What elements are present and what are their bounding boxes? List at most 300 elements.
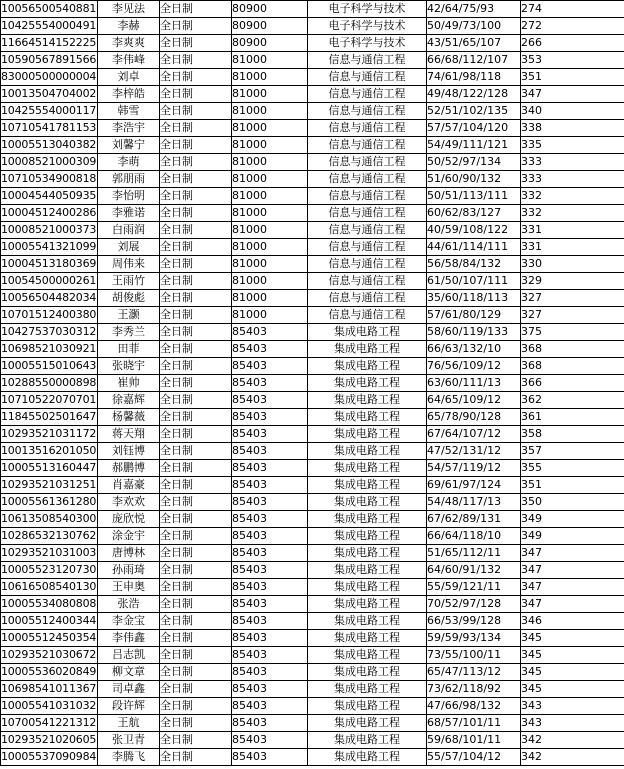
cell-major-code[interactable]: 85403 xyxy=(232,409,308,426)
cell-subject-scores[interactable]: 66/63/132/10 xyxy=(427,341,521,358)
cell-major-code[interactable]: 85403 xyxy=(232,341,308,358)
cell-major-name[interactable]: 集成电路工程 xyxy=(308,715,427,732)
cell-study-mode[interactable]: 全日制 xyxy=(160,1,232,18)
cell-total-score[interactable]: 362 xyxy=(521,392,624,409)
cell-subject-scores[interactable]: 52/51/102/135 xyxy=(427,103,521,120)
cell-total-score[interactable]: 345 xyxy=(521,681,624,698)
cell-major-code[interactable]: 85403 xyxy=(232,358,308,375)
cell-major-code[interactable]: 80900 xyxy=(232,18,308,35)
cell-name[interactable]: 张卫青 xyxy=(98,732,160,749)
cell-major-name[interactable]: 信息与通信工程 xyxy=(308,188,427,205)
cell-name[interactable]: 崔帅 xyxy=(98,375,160,392)
cell-major-code[interactable]: 81000 xyxy=(232,171,308,188)
cell-major-name[interactable]: 信息与通信工程 xyxy=(308,137,427,154)
cell-total-score[interactable]: 343 xyxy=(521,715,624,732)
cell-study-mode[interactable]: 全日制 xyxy=(160,426,232,443)
cell-study-mode[interactable]: 全日制 xyxy=(160,290,232,307)
cell-major-code[interactable]: 85403 xyxy=(232,681,308,698)
cell-major-name[interactable]: 集成电路工程 xyxy=(308,324,427,341)
cell-study-mode[interactable]: 全日制 xyxy=(160,749,232,766)
cell-subject-scores[interactable]: 50/51/113/111 xyxy=(427,188,521,205)
cell-major-name[interactable]: 集成电路工程 xyxy=(308,630,427,647)
cell-subject-scores[interactable]: 59/59/93/134 xyxy=(427,630,521,647)
cell-total-score[interactable]: 350 xyxy=(521,494,624,511)
cell-name[interactable]: 李伟峰 xyxy=(98,52,160,69)
cell-name[interactable]: 王灏 xyxy=(98,307,160,324)
cell-major-name[interactable]: 集成电路工程 xyxy=(308,681,427,698)
cell-subject-scores[interactable]: 54/48/117/13 xyxy=(427,494,521,511)
cell-total-score[interactable]: 351 xyxy=(521,477,624,494)
cell-study-mode[interactable]: 全日制 xyxy=(160,443,232,460)
cell-study-mode[interactable]: 全日制 xyxy=(160,562,232,579)
cell-name[interactable]: 周伟来 xyxy=(98,256,160,273)
cell-major-code[interactable]: 85403 xyxy=(232,477,308,494)
cell-name[interactable]: 刘展 xyxy=(98,239,160,256)
cell-major-code[interactable]: 85403 xyxy=(232,324,308,341)
cell-major-code[interactable]: 85403 xyxy=(232,545,308,562)
cell-name[interactable]: 王申奥 xyxy=(98,579,160,596)
cell-subject-scores[interactable]: 51/65/112/11 xyxy=(427,545,521,562)
cell-candidate-id[interactable]: 10013504704002 xyxy=(1,86,98,103)
cell-subject-scores[interactable]: 57/61/80/129 xyxy=(427,307,521,324)
cell-total-score[interactable]: 353 xyxy=(521,52,624,69)
cell-major-code[interactable]: 85403 xyxy=(232,715,308,732)
cell-total-score[interactable]: 358 xyxy=(521,426,624,443)
cell-candidate-id[interactable]: 10056500540881 xyxy=(1,1,98,18)
cell-candidate-id[interactable]: 10293521030672 xyxy=(1,647,98,664)
cell-major-code[interactable]: 85403 xyxy=(232,647,308,664)
cell-total-score[interactable]: 361 xyxy=(521,409,624,426)
cell-name[interactable]: 田菲 xyxy=(98,341,160,358)
cell-total-score[interactable]: 274 xyxy=(521,1,624,18)
cell-subject-scores[interactable]: 64/60/91/132 xyxy=(427,562,521,579)
cell-subject-scores[interactable]: 69/61/97/124 xyxy=(427,477,521,494)
cell-candidate-id[interactable]: 10698541011367 xyxy=(1,681,98,698)
cell-major-code[interactable]: 81000 xyxy=(232,120,308,137)
cell-total-score[interactable]: 375 xyxy=(521,324,624,341)
cell-name[interactable]: 涂金宇 xyxy=(98,528,160,545)
cell-study-mode[interactable]: 全日制 xyxy=(160,375,232,392)
cell-study-mode[interactable]: 全日制 xyxy=(160,137,232,154)
cell-candidate-id[interactable]: 10008521000309 xyxy=(1,154,98,171)
cell-subject-scores[interactable]: 49/48/122/128 xyxy=(427,86,521,103)
cell-study-mode[interactable]: 全日制 xyxy=(160,579,232,596)
cell-name[interactable]: 吕志凯 xyxy=(98,647,160,664)
cell-major-code[interactable]: 85403 xyxy=(232,630,308,647)
cell-major-name[interactable]: 信息与通信工程 xyxy=(308,205,427,222)
cell-subject-scores[interactable]: 42/64/75/93 xyxy=(427,1,521,18)
cell-major-name[interactable]: 集成电路工程 xyxy=(308,409,427,426)
cell-candidate-id[interactable]: 10005541031032 xyxy=(1,698,98,715)
cell-subject-scores[interactable]: 66/64/118/10 xyxy=(427,528,521,545)
cell-subject-scores[interactable]: 73/55/100/11 xyxy=(427,647,521,664)
cell-major-code[interactable]: 81000 xyxy=(232,154,308,171)
cell-total-score[interactable]: 347 xyxy=(521,562,624,579)
cell-study-mode[interactable]: 全日制 xyxy=(160,630,232,647)
cell-study-mode[interactable]: 全日制 xyxy=(160,664,232,681)
cell-major-code[interactable]: 85403 xyxy=(232,443,308,460)
cell-major-name[interactable]: 信息与通信工程 xyxy=(308,86,427,103)
cell-major-code[interactable]: 85403 xyxy=(232,664,308,681)
cell-name[interactable]: 李雅诺 xyxy=(98,205,160,222)
cell-total-score[interactable]: 333 xyxy=(521,154,624,171)
cell-study-mode[interactable]: 全日制 xyxy=(160,239,232,256)
cell-candidate-id[interactable]: 10004544050935 xyxy=(1,188,98,205)
cell-name[interactable]: 张浩 xyxy=(98,596,160,613)
cell-candidate-id[interactable]: 10005561361280 xyxy=(1,494,98,511)
cell-candidate-id[interactable]: 10005536020849 xyxy=(1,664,98,681)
cell-major-code[interactable]: 85403 xyxy=(232,749,308,766)
cell-study-mode[interactable]: 全日制 xyxy=(160,171,232,188)
cell-total-score[interactable]: 335 xyxy=(521,137,624,154)
cell-major-name[interactable]: 信息与通信工程 xyxy=(308,120,427,137)
cell-subject-scores[interactable]: 54/57/119/12 xyxy=(427,460,521,477)
cell-major-name[interactable]: 集成电路工程 xyxy=(308,341,427,358)
cell-candidate-id[interactable]: 10710522070701 xyxy=(1,392,98,409)
cell-major-name[interactable]: 集成电路工程 xyxy=(308,749,427,766)
cell-name[interactable]: 李伟鑫 xyxy=(98,630,160,647)
cell-study-mode[interactable]: 全日制 xyxy=(160,205,232,222)
cell-study-mode[interactable]: 全日制 xyxy=(160,647,232,664)
cell-major-code[interactable]: 85403 xyxy=(232,613,308,630)
cell-major-code[interactable]: 81000 xyxy=(232,273,308,290)
cell-candidate-id[interactable]: 10054500000261 xyxy=(1,273,98,290)
cell-study-mode[interactable]: 全日制 xyxy=(160,358,232,375)
cell-study-mode[interactable]: 全日制 xyxy=(160,698,232,715)
cell-name[interactable]: 李欢欢 xyxy=(98,494,160,511)
cell-subject-scores[interactable]: 61/50/107/111 xyxy=(427,273,521,290)
cell-study-mode[interactable]: 全日制 xyxy=(160,613,232,630)
cell-major-code[interactable]: 85403 xyxy=(232,375,308,392)
cell-total-score[interactable]: 272 xyxy=(521,18,624,35)
cell-subject-scores[interactable]: 55/59/121/11 xyxy=(427,579,521,596)
cell-name[interactable]: 王雨竹 xyxy=(98,273,160,290)
cell-subject-scores[interactable]: 70/52/97/128 xyxy=(427,596,521,613)
cell-study-mode[interactable]: 全日制 xyxy=(160,273,232,290)
cell-major-name[interactable]: 集成电路工程 xyxy=(308,511,427,528)
cell-candidate-id[interactable]: 11664514152225 xyxy=(1,35,98,52)
cell-major-name[interactable]: 信息与通信工程 xyxy=(308,103,427,120)
cell-major-name[interactable]: 集成电路工程 xyxy=(308,545,427,562)
cell-candidate-id[interactable]: 10286532130762 xyxy=(1,528,98,545)
cell-candidate-id[interactable]: 10005512400344 xyxy=(1,613,98,630)
cell-name[interactable]: 郭朋雨 xyxy=(98,171,160,188)
cell-major-code[interactable]: 81000 xyxy=(232,103,308,120)
cell-subject-scores[interactable]: 50/49/73/100 xyxy=(427,18,521,35)
cell-subject-scores[interactable]: 56/58/84/132 xyxy=(427,256,521,273)
cell-total-score[interactable]: 347 xyxy=(521,579,624,596)
cell-name[interactable]: 李腾飞 xyxy=(98,749,160,766)
cell-name[interactable]: 段许辉 xyxy=(98,698,160,715)
cell-name[interactable]: 唐博林 xyxy=(98,545,160,562)
cell-study-mode[interactable]: 全日制 xyxy=(160,256,232,273)
cell-candidate-id[interactable]: 10056504482034 xyxy=(1,290,98,307)
cell-major-name[interactable]: 集成电路工程 xyxy=(308,358,427,375)
cell-name[interactable]: 李秀兰 xyxy=(98,324,160,341)
cell-total-score[interactable]: 345 xyxy=(521,664,624,681)
cell-major-name[interactable]: 集成电路工程 xyxy=(308,392,427,409)
cell-subject-scores[interactable]: 76/56/109/12 xyxy=(427,358,521,375)
cell-candidate-id[interactable]: 10425554000491 xyxy=(1,18,98,35)
cell-subject-scores[interactable]: 35/60/118/113 xyxy=(427,290,521,307)
cell-major-code[interactable]: 81000 xyxy=(232,290,308,307)
cell-name[interactable]: 李浩宇 xyxy=(98,120,160,137)
cell-candidate-id[interactable]: 10005512450354 xyxy=(1,630,98,647)
cell-total-score[interactable]: 349 xyxy=(521,528,624,545)
cell-total-score[interactable]: 327 xyxy=(521,307,624,324)
cell-subject-scores[interactable]: 67/62/89/131 xyxy=(427,511,521,528)
cell-subject-scores[interactable]: 47/52/131/12 xyxy=(427,443,521,460)
cell-candidate-id[interactable]: 83000500000004 xyxy=(1,69,98,86)
cell-subject-scores[interactable]: 66/68/112/107 xyxy=(427,52,521,69)
cell-major-name[interactable]: 电子科学与技术 xyxy=(308,1,427,18)
cell-major-code[interactable]: 81000 xyxy=(232,239,308,256)
cell-candidate-id[interactable]: 10005534080808 xyxy=(1,596,98,613)
cell-major-name[interactable]: 集成电路工程 xyxy=(308,732,427,749)
cell-total-score[interactable]: 327 xyxy=(521,290,624,307)
cell-total-score[interactable]: 342 xyxy=(521,732,624,749)
cell-name[interactable]: 庞欣悦 xyxy=(98,511,160,528)
cell-total-score[interactable]: 332 xyxy=(521,188,624,205)
cell-total-score[interactable]: 368 xyxy=(521,358,624,375)
cell-subject-scores[interactable]: 63/60/111/13 xyxy=(427,375,521,392)
cell-candidate-id[interactable]: 10590567891566 xyxy=(1,52,98,69)
cell-name[interactable]: 刘钰博 xyxy=(98,443,160,460)
cell-major-code[interactable]: 81000 xyxy=(232,137,308,154)
cell-study-mode[interactable]: 全日制 xyxy=(160,103,232,120)
cell-study-mode[interactable]: 全日制 xyxy=(160,86,232,103)
cell-major-code[interactable]: 85403 xyxy=(232,579,308,596)
cell-major-code[interactable]: 85403 xyxy=(232,562,308,579)
cell-study-mode[interactable]: 全日制 xyxy=(160,545,232,562)
cell-candidate-id[interactable]: 10005513160447 xyxy=(1,460,98,477)
cell-major-code[interactable]: 85403 xyxy=(232,596,308,613)
cell-name[interactable]: 韩雪 xyxy=(98,103,160,120)
cell-name[interactable]: 李爽爽 xyxy=(98,35,160,52)
cell-study-mode[interactable]: 全日制 xyxy=(160,511,232,528)
cell-candidate-id[interactable]: 10293521020605 xyxy=(1,732,98,749)
cell-name[interactable]: 李怡明 xyxy=(98,188,160,205)
cell-candidate-id[interactable]: 10710534900818 xyxy=(1,171,98,188)
cell-name[interactable]: 张晓宇 xyxy=(98,358,160,375)
cell-name[interactable]: 徐嘉辉 xyxy=(98,392,160,409)
cell-candidate-id[interactable]: 10701512400380 xyxy=(1,307,98,324)
cell-major-name[interactable]: 集成电路工程 xyxy=(308,528,427,545)
cell-major-name[interactable]: 信息与通信工程 xyxy=(308,307,427,324)
cell-name[interactable]: 李赫 xyxy=(98,18,160,35)
cell-study-mode[interactable]: 全日制 xyxy=(160,120,232,137)
cell-major-name[interactable]: 集成电路工程 xyxy=(308,460,427,477)
cell-subject-scores[interactable]: 40/59/108/122 xyxy=(427,222,521,239)
cell-name[interactable]: 刘卓 xyxy=(98,69,160,86)
cell-study-mode[interactable]: 全日制 xyxy=(160,477,232,494)
cell-major-name[interactable]: 电子科学与技术 xyxy=(308,35,427,52)
cell-major-code[interactable]: 85403 xyxy=(232,528,308,545)
cell-study-mode[interactable]: 全日制 xyxy=(160,392,232,409)
cell-major-code[interactable]: 80900 xyxy=(232,35,308,52)
cell-subject-scores[interactable]: 57/57/104/120 xyxy=(427,120,521,137)
cell-major-name[interactable]: 集成电路工程 xyxy=(308,664,427,681)
cell-major-name[interactable]: 信息与通信工程 xyxy=(308,171,427,188)
cell-major-name[interactable]: 信息与通信工程 xyxy=(308,69,427,86)
cell-major-code[interactable]: 85403 xyxy=(232,392,308,409)
cell-name[interactable]: 蒋天翔 xyxy=(98,426,160,443)
cell-subject-scores[interactable]: 43/51/65/107 xyxy=(427,35,521,52)
cell-study-mode[interactable]: 全日制 xyxy=(160,681,232,698)
cell-name[interactable]: 李萌 xyxy=(98,154,160,171)
cell-total-score[interactable]: 343 xyxy=(521,698,624,715)
cell-subject-scores[interactable]: 44/61/114/111 xyxy=(427,239,521,256)
cell-name[interactable]: 杨馨薇 xyxy=(98,409,160,426)
cell-study-mode[interactable]: 全日制 xyxy=(160,69,232,86)
cell-candidate-id[interactable]: 10004512400286 xyxy=(1,205,98,222)
cell-total-score[interactable]: 342 xyxy=(521,749,624,766)
cell-subject-scores[interactable]: 60/62/83/127 xyxy=(427,205,521,222)
cell-major-name[interactable]: 集成电路工程 xyxy=(308,443,427,460)
cell-major-name[interactable]: 集成电路工程 xyxy=(308,698,427,715)
cell-total-score[interactable]: 331 xyxy=(521,239,624,256)
cell-candidate-id[interactable]: 10005537090984 xyxy=(1,749,98,766)
cell-major-code[interactable]: 81000 xyxy=(232,69,308,86)
cell-candidate-id[interactable]: 10616508540130 xyxy=(1,579,98,596)
cell-subject-scores[interactable]: 51/60/90/132 xyxy=(427,171,521,188)
cell-subject-scores[interactable]: 65/47/113/12 xyxy=(427,664,521,681)
cell-name[interactable]: 李梓皓 xyxy=(98,86,160,103)
cell-major-code[interactable]: 80900 xyxy=(232,1,308,18)
cell-study-mode[interactable]: 全日制 xyxy=(160,732,232,749)
cell-major-name[interactable]: 集成电路工程 xyxy=(308,579,427,596)
cell-candidate-id[interactable]: 10005523120730 xyxy=(1,562,98,579)
cell-total-score[interactable]: 357 xyxy=(521,443,624,460)
cell-major-name[interactable]: 集成电路工程 xyxy=(308,596,427,613)
cell-name[interactable]: 孙雨琦 xyxy=(98,562,160,579)
cell-study-mode[interactable]: 全日制 xyxy=(160,409,232,426)
cell-subject-scores[interactable]: 55/57/104/12 xyxy=(427,749,521,766)
cell-candidate-id[interactable]: 10005541321099 xyxy=(1,239,98,256)
cell-subject-scores[interactable]: 66/53/99/128 xyxy=(427,613,521,630)
cell-major-name[interactable]: 信息与通信工程 xyxy=(308,154,427,171)
cell-name[interactable]: 王航 xyxy=(98,715,160,732)
cell-subject-scores[interactable]: 65/78/90/128 xyxy=(427,409,521,426)
cell-total-score[interactable]: 351 xyxy=(521,69,624,86)
cell-study-mode[interactable]: 全日制 xyxy=(160,52,232,69)
cell-major-name[interactable]: 集成电路工程 xyxy=(308,477,427,494)
cell-major-code[interactable]: 81000 xyxy=(232,222,308,239)
cell-major-name[interactable]: 集成电路工程 xyxy=(308,426,427,443)
cell-total-score[interactable]: 340 xyxy=(521,103,624,120)
cell-subject-scores[interactable]: 54/49/111/121 xyxy=(427,137,521,154)
cell-name[interactable]: 李金宝 xyxy=(98,613,160,630)
cell-candidate-id[interactable]: 11845502501647 xyxy=(1,409,98,426)
cell-name[interactable]: 李见法 xyxy=(98,1,160,18)
cell-major-code[interactable]: 85403 xyxy=(232,698,308,715)
cell-name[interactable]: 胡俊彪 xyxy=(98,290,160,307)
cell-candidate-id[interactable]: 10710541781153 xyxy=(1,120,98,137)
cell-study-mode[interactable]: 全日制 xyxy=(160,715,232,732)
cell-major-code[interactable]: 85403 xyxy=(232,426,308,443)
cell-subject-scores[interactable]: 58/60/119/133 xyxy=(427,324,521,341)
cell-major-code[interactable]: 81000 xyxy=(232,205,308,222)
cell-major-name[interactable]: 信息与通信工程 xyxy=(308,256,427,273)
cell-total-score[interactable]: 332 xyxy=(521,205,624,222)
cell-subject-scores[interactable]: 59/68/101/11 xyxy=(427,732,521,749)
cell-major-code[interactable]: 85403 xyxy=(232,494,308,511)
cell-total-score[interactable]: 333 xyxy=(521,171,624,188)
cell-study-mode[interactable]: 全日制 xyxy=(160,528,232,545)
cell-subject-scores[interactable]: 74/61/98/118 xyxy=(427,69,521,86)
cell-total-score[interactable]: 355 xyxy=(521,460,624,477)
cell-study-mode[interactable]: 全日制 xyxy=(160,188,232,205)
cell-major-name[interactable]: 集成电路工程 xyxy=(308,613,427,630)
cell-candidate-id[interactable]: 10427537030312 xyxy=(1,324,98,341)
cell-candidate-id[interactable]: 10700541221312 xyxy=(1,715,98,732)
cell-major-name[interactable]: 信息与通信工程 xyxy=(308,273,427,290)
cell-study-mode[interactable]: 全日制 xyxy=(160,596,232,613)
cell-name[interactable]: 司卓鑫 xyxy=(98,681,160,698)
cell-total-score[interactable]: 338 xyxy=(521,120,624,137)
cell-study-mode[interactable]: 全日制 xyxy=(160,494,232,511)
cell-subject-scores[interactable]: 47/66/98/132 xyxy=(427,698,521,715)
cell-major-code[interactable]: 85403 xyxy=(232,460,308,477)
cell-candidate-id[interactable]: 10004513180369 xyxy=(1,256,98,273)
cell-total-score[interactable]: 329 xyxy=(521,273,624,290)
cell-subject-scores[interactable]: 50/52/97/134 xyxy=(427,154,521,171)
cell-total-score[interactable]: 347 xyxy=(521,86,624,103)
cell-major-name[interactable]: 集成电路工程 xyxy=(308,647,427,664)
cell-major-name[interactable]: 信息与通信工程 xyxy=(308,222,427,239)
cell-study-mode[interactable]: 全日制 xyxy=(160,222,232,239)
cell-total-score[interactable]: 347 xyxy=(521,596,624,613)
cell-candidate-id[interactable]: 10008521000373 xyxy=(1,222,98,239)
cell-candidate-id[interactable]: 10293521031003 xyxy=(1,545,98,562)
cell-subject-scores[interactable]: 67/64/107/12 xyxy=(427,426,521,443)
cell-name[interactable]: 肖嘉豪 xyxy=(98,477,160,494)
cell-name[interactable]: 白雨润 xyxy=(98,222,160,239)
cell-candidate-id[interactable]: 10005513040382 xyxy=(1,137,98,154)
cell-candidate-id[interactable]: 10293521031172 xyxy=(1,426,98,443)
cell-study-mode[interactable]: 全日制 xyxy=(160,324,232,341)
cell-major-code[interactable]: 81000 xyxy=(232,256,308,273)
cell-study-mode[interactable]: 全日制 xyxy=(160,18,232,35)
cell-candidate-id[interactable]: 10425554000117 xyxy=(1,103,98,120)
cell-candidate-id[interactable]: 10013516201050 xyxy=(1,443,98,460)
cell-major-name[interactable]: 集成电路工程 xyxy=(308,375,427,392)
cell-total-score[interactable]: 330 xyxy=(521,256,624,273)
cell-study-mode[interactable]: 全日制 xyxy=(160,460,232,477)
cell-major-name[interactable]: 集成电路工程 xyxy=(308,562,427,579)
cell-name[interactable]: 刘馨宁 xyxy=(98,137,160,154)
cell-total-score[interactable]: 368 xyxy=(521,341,624,358)
cell-major-name[interactable]: 信息与通信工程 xyxy=(308,239,427,256)
cell-subject-scores[interactable]: 73/62/118/92 xyxy=(427,681,521,698)
cell-major-code[interactable]: 81000 xyxy=(232,52,308,69)
cell-major-name[interactable]: 集成电路工程 xyxy=(308,494,427,511)
cell-total-score[interactable]: 366 xyxy=(521,375,624,392)
cell-candidate-id[interactable]: 10613508540300 xyxy=(1,511,98,528)
cell-major-code[interactable]: 85403 xyxy=(232,511,308,528)
cell-candidate-id[interactable]: 10293521031251 xyxy=(1,477,98,494)
cell-candidate-id[interactable]: 10005515010643 xyxy=(1,358,98,375)
cell-total-score[interactable]: 349 xyxy=(521,511,624,528)
cell-major-name[interactable]: 电子科学与技术 xyxy=(308,18,427,35)
cell-name[interactable]: 郝鹏博 xyxy=(98,460,160,477)
cell-major-code[interactable]: 81000 xyxy=(232,86,308,103)
cell-major-name[interactable]: 信息与通信工程 xyxy=(308,52,427,69)
cell-total-score[interactable]: 345 xyxy=(521,630,624,647)
cell-study-mode[interactable]: 全日制 xyxy=(160,307,232,324)
cell-name[interactable]: 柳文章 xyxy=(98,664,160,681)
cell-subject-scores[interactable]: 64/65/109/12 xyxy=(427,392,521,409)
